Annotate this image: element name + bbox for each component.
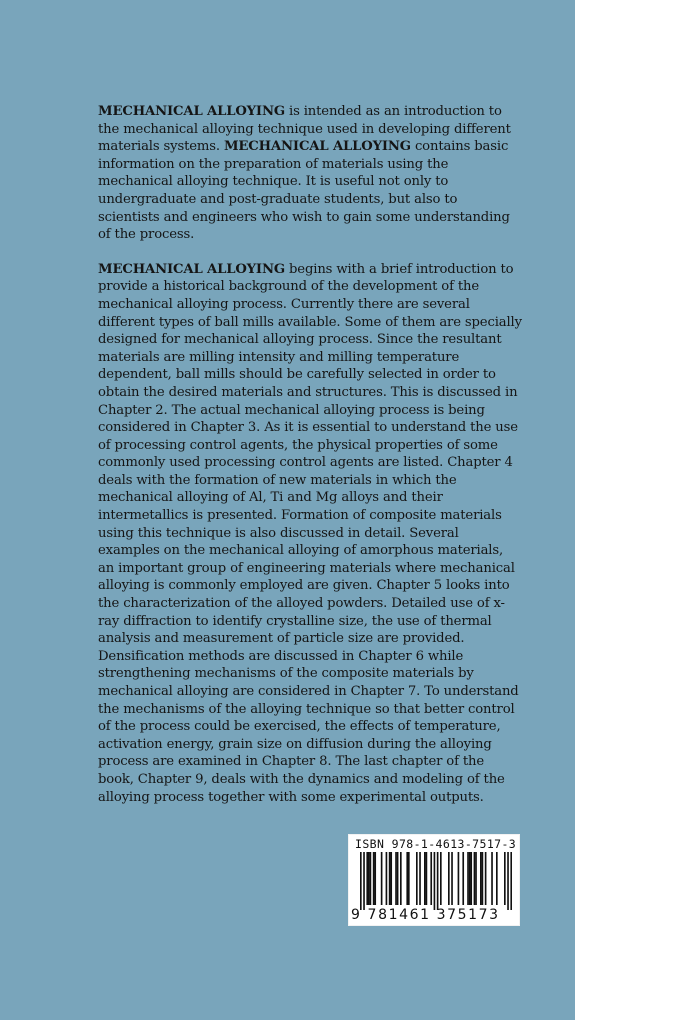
barcode-bar bbox=[368, 852, 370, 905]
barcode-guard-bar bbox=[507, 852, 509, 910]
barcode-bar bbox=[400, 852, 402, 905]
barcode-bar bbox=[366, 852, 368, 905]
barcode-bar bbox=[390, 852, 392, 905]
barcode-bar bbox=[458, 852, 460, 905]
barcode-bar bbox=[480, 852, 482, 905]
barcode-bar bbox=[485, 852, 487, 905]
barcode-bar bbox=[424, 852, 426, 905]
barcode-bar bbox=[426, 852, 428, 905]
paragraph-intro bbox=[98, 103, 522, 244]
barcode-bar bbox=[416, 852, 418, 905]
paragraph-contents bbox=[98, 261, 522, 806]
barcode-bar bbox=[386, 852, 388, 905]
barcode-bar bbox=[462, 852, 464, 905]
intro-text-1: is intended as an introduction to the mechanical alloying technique used in developing different materials systems. bbox=[98, 104, 511, 155]
contents-text: begins with a brief introduction to provide a historical background of the development of the mechanical alloying process. Currently there are several different types of ball mills available. Some of them are specially designed for mechanical alloying process. Since the resultant materials are milling intensity and milling temperature dependent, ball mills should be carefully selected in order to obtain the desired materials and structures. This is discussed in Chapter 2. The actual mechanical alloying process is being considered in Chapter 3. As it is essential to understand the use of processing control agents, the physical properties of some commonly used processing control agents are listed. Chapter 4 deals with the formation of new materials in which the mechanical alloying of Al, Ti and Mg alloys and their intermetallics is presented. Formation of composite materials using this technique is also discussed in detail. Several examples on the mechanical alloying of amorphous materials, an important group of engineering materials where mechanical alloying is commonly employed are given. Chapter 5 looks into the characterization of the alloyed powders. Detailed use of x-ray diffraction to identify crystalline size, the use of thermal analysis and measurement of particle size are provided. Densification methods are discussed in Chapter 6 while strengthening mechanisms of the composite materials by mechanical alloying are considered in Chapter 7. To understand the mechanisms of the alloying technique so that better control of the process could be exercised, the effects of temperature, activation energy, grain size on diffusion during the alloying process are examined in Chapter 8. The last chapter of the book, Chapter 9, deals with the dynamics and modeling of the alloying process together with some experimental outputs. bbox=[98, 261, 522, 805]
barcode-bar bbox=[496, 852, 498, 905]
page-edge bbox=[575, 0, 680, 1020]
barcode-bar bbox=[373, 852, 375, 905]
barcode-bar bbox=[395, 852, 397, 905]
ean-digits: 9 781461 375173 bbox=[351, 907, 500, 923]
intro-text-2: contains basic information on the preparation of materials using the mechanical alloying technique. It is useful not only to undergraduate and post-graduate students, but also to scientists and engineers who wish to gain some understanding of the process. bbox=[98, 139, 510, 243]
barcode-bar bbox=[374, 852, 376, 905]
barcode-bar bbox=[430, 852, 432, 905]
barcode-guard-bar bbox=[437, 852, 439, 910]
barcode-guard-bar bbox=[363, 852, 365, 910]
barcode-bar bbox=[419, 852, 421, 905]
barcode-bar bbox=[448, 852, 450, 905]
barcode-bar bbox=[467, 852, 469, 905]
isbn-label: ISBN 978-1-4613-7517-3 bbox=[355, 837, 517, 851]
barcode-bar bbox=[482, 852, 484, 905]
barcode-bar bbox=[370, 852, 372, 905]
description-text bbox=[98, 103, 522, 823]
barcode-bar bbox=[474, 852, 476, 905]
barcode-bar bbox=[406, 852, 408, 905]
barcode-bar bbox=[451, 852, 453, 905]
barcode-guard-bar bbox=[510, 852, 512, 910]
barcode-bar bbox=[475, 852, 477, 905]
barcode-bar bbox=[491, 852, 493, 905]
barcode-bar bbox=[389, 852, 391, 905]
barcode-guard-bar bbox=[360, 852, 362, 910]
barcode-guard-bar bbox=[434, 852, 436, 910]
barcode-bar bbox=[397, 852, 399, 905]
barcode-bars bbox=[360, 852, 512, 910]
barcode-bar bbox=[440, 852, 442, 905]
book-title-1: MECHANICAL ALLOYING bbox=[98, 104, 285, 119]
barcode-bar bbox=[381, 852, 383, 905]
isbn-barcode bbox=[348, 834, 520, 926]
barcode-bar bbox=[504, 852, 506, 905]
barcode-bar bbox=[469, 852, 471, 905]
barcode-bar bbox=[408, 852, 410, 905]
book-title-3: MECHANICAL ALLOYING bbox=[98, 261, 285, 277]
barcode-bar bbox=[470, 852, 472, 905]
book-title-2: MECHANICAL ALLOYING bbox=[223, 139, 411, 155]
